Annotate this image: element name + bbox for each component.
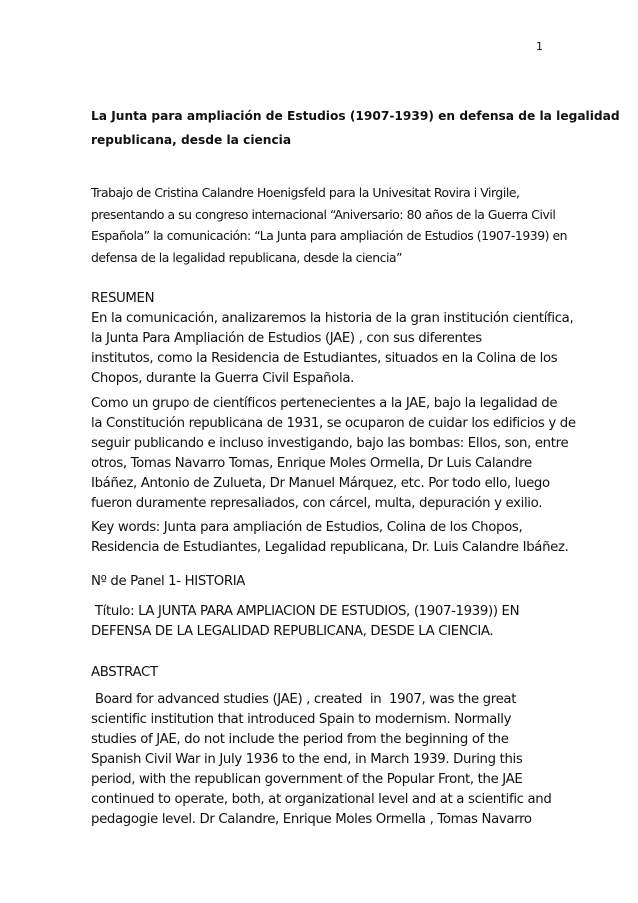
paragraph-line: otros, Tomas Navarro Tomas, Enrique Moles Ormella, Dr Luis Calandre	[91, 456, 532, 471]
abstract-heading: ABSTRACT	[91, 665, 158, 680]
resumen-section	[91, 289, 574, 389]
paragraph-line: Ibáñez, Antonio de Zulueta, Dr Manuel Márquez, etc. Por todo ello, luego	[91, 476, 550, 491]
resumen-line: institutos, como la Residencia de Estudiantes, situados en la Colina de los	[91, 351, 558, 366]
page-number: 1	[536, 40, 543, 53]
abstract-line: scientific institution that introduced Spain to modernism. Normally	[91, 712, 512, 727]
resumen-heading: RESUMEN	[91, 291, 155, 306]
intro-line: presentando a su congreso internacional “Aniversario: 80 años de la Guerra Civil	[91, 206, 556, 222]
resumen-line: Chopos, durante la Guerra Civil Española.	[91, 371, 355, 386]
paragraph-line: Como un grupo de científicos pertenecientes a la JAE, bajo la legalidad de	[91, 396, 558, 411]
keywords-line: Key words: Junta para ampliación de Estudios, Colina de los Chopos,	[91, 520, 523, 535]
abstract-line: pedagogie level. Dr Calandre, Enrique Moles Ormella , Tomas Navarro	[91, 812, 532, 827]
title-line: La Junta para ampliación de Estudios (1907-1939) en defensa de la legalidad	[91, 109, 620, 123]
keywords-paragraph	[91, 518, 569, 558]
paragraph-line: la Constitución republicana de 1931, se ocuparon de cuidar los edificios y de	[91, 416, 576, 431]
paragraph-2	[91, 394, 576, 514]
titulo-paragraph	[91, 602, 561, 642]
panel-line: Nº de Panel 1- HISTORIA	[91, 574, 246, 589]
intro-line: defensa de la legalidad republicana, desde la ciencia”	[91, 249, 403, 265]
abstract-heading-block	[91, 663, 561, 683]
titulo-line: DEFENSA DE LA LEGALIDAD REPUBLICANA, DESDE LA CIENCIA.	[91, 624, 494, 639]
paragraph-line: fueron duramente represaliados, con cárcel, multa, depuración y exilio.	[91, 496, 543, 511]
titulo-line: Título: LA JUNTA PARA AMPLIACION DE ESTUDIOS, (1907-1939)) EN	[91, 604, 520, 619]
keywords-line: Residencia de Estudiantes, Legalidad republicana, Dr. Luis Calandre Ibáñez.	[91, 540, 569, 555]
intro-line: Trabajo de Cristina Calandre Hoenigsfeld para la Univesitat Rovira i Virgile,	[91, 185, 520, 200]
panel-number	[91, 572, 561, 592]
abstract-line: studies of JAE, do not include the period from the beginning of the	[91, 732, 509, 747]
abstract-line: Board for advanced studies (JAE) , created in 1907, was the great	[91, 692, 517, 707]
resumen-line: la Junta Para Ampliación de Estudios (JAE) , con sus diferentes	[91, 331, 482, 346]
document-title	[91, 104, 620, 152]
abstract-line: Spanish Civil War in July 1936 to the end, in March 1939. During this	[91, 752, 523, 767]
abstract-line: continued to operate, both, at organizational level and at a scientific and	[91, 792, 552, 807]
resumen-line: En la comunicación, analizaremos la historia de la gran institución científica,	[91, 311, 574, 326]
title-line: republicana, desde la ciencia	[91, 133, 292, 147]
abstract-line: period, with the republican government of the Popular Front, the JAE	[91, 772, 523, 787]
intro-line: Española” la comunicación: “La Junta para ampliación de Estudios (1907-1939) en	[91, 228, 568, 243]
intro-paragraph	[91, 182, 568, 268]
paragraph-line: seguir publicando e incluso investigando, bajo las bombas: Ellos, son, entre	[91, 436, 569, 451]
abstract-section	[91, 690, 561, 830]
